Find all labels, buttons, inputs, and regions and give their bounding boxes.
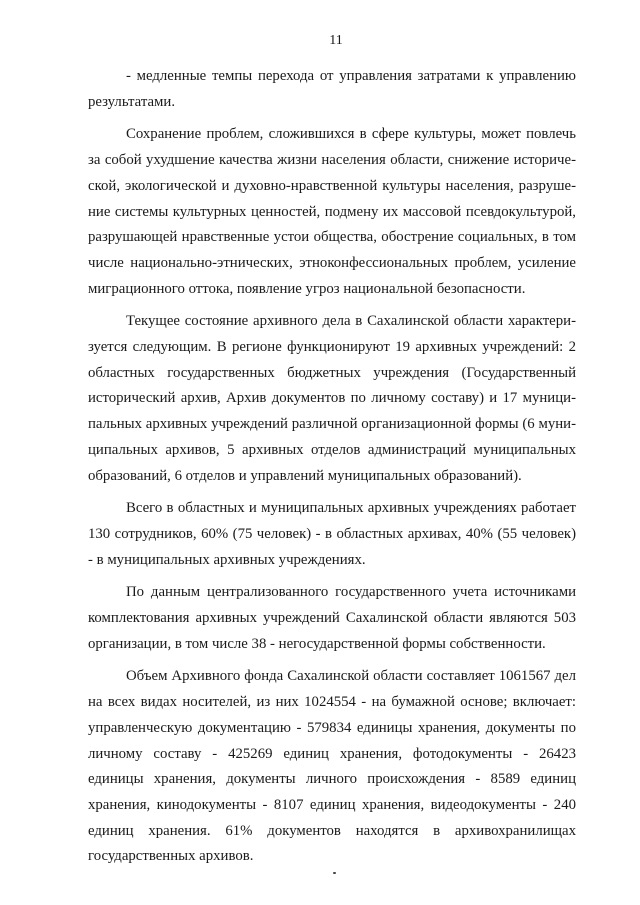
page-number: 11 (329, 33, 343, 48)
document-body (88, 64, 576, 877)
paragraph-staff-count: Всего в областных и муниципальных архивных учреждениях работает 130 сотрудников, 60% (75 человек) - в областных архивах, 40% (55 человек) - в муниципальных архивных учреждениях. (88, 500, 576, 568)
paragraph-archive-fund-volume: Объем Архивного фонда Сахалинской области составляет 1061567 дел на всех видах носителей, из них 1024554 - на бумажной основе; включает: управленческую документацию - 579834 единицы хранения, документы по личному составу - 425269 единиц хранения, фотодокументы - 26423 единицы хранения, документы личного происхождения - 8589 единиц хранения, кинодокументы - 8107 единиц хранения, видеодокументы - 240 единиц хранения. 61% документов находятся в архивохранилищах государственных архивов. (88, 668, 576, 865)
paragraph-slow-transition: - медленные темпы перехода от управления затратами к управлению результатами. (88, 68, 576, 110)
paragraph-culture-problems: Сохранение проблем, сложившихся в сфере культуры, может повлечь за собой ухудшение качества жизни населения области, снижение исторической, экологической и духовно-нравственной культуры населения, разрушение системы культурных ценностей, подмену их массовой псевдокультурой, разрушающей нравственные устои общества, обострение социальных, в том числе национально-этнических, этноконфессиональных проблем, усиление миграционного оттока, появление угроз национальной безопасности. (88, 126, 576, 297)
scan-speck (333, 872, 336, 874)
paragraph-archive-state: Текущее состояние архивного дела в Сахалинской области характеризуется следующим. В регионе функционируют 19 архивных учреждений: 2 областных государственных бюджетных учреждения (Государственный исторический архив, Архив документов по личному составу) и 17 муниципальных архивных учреждений различной организационной формы (6 муниципальных архивов, 5 архивных отделов администраций муниципальных образований, 6 отделов и управлений муниципальных образований). (88, 313, 576, 484)
paragraph-acquisition-sources: По данным централизованного государственного учета источниками комплектования архивных учреждений Сахалинской области являются 503 организации, в том числе 38 - негосударственной формы собственности. (88, 584, 576, 652)
